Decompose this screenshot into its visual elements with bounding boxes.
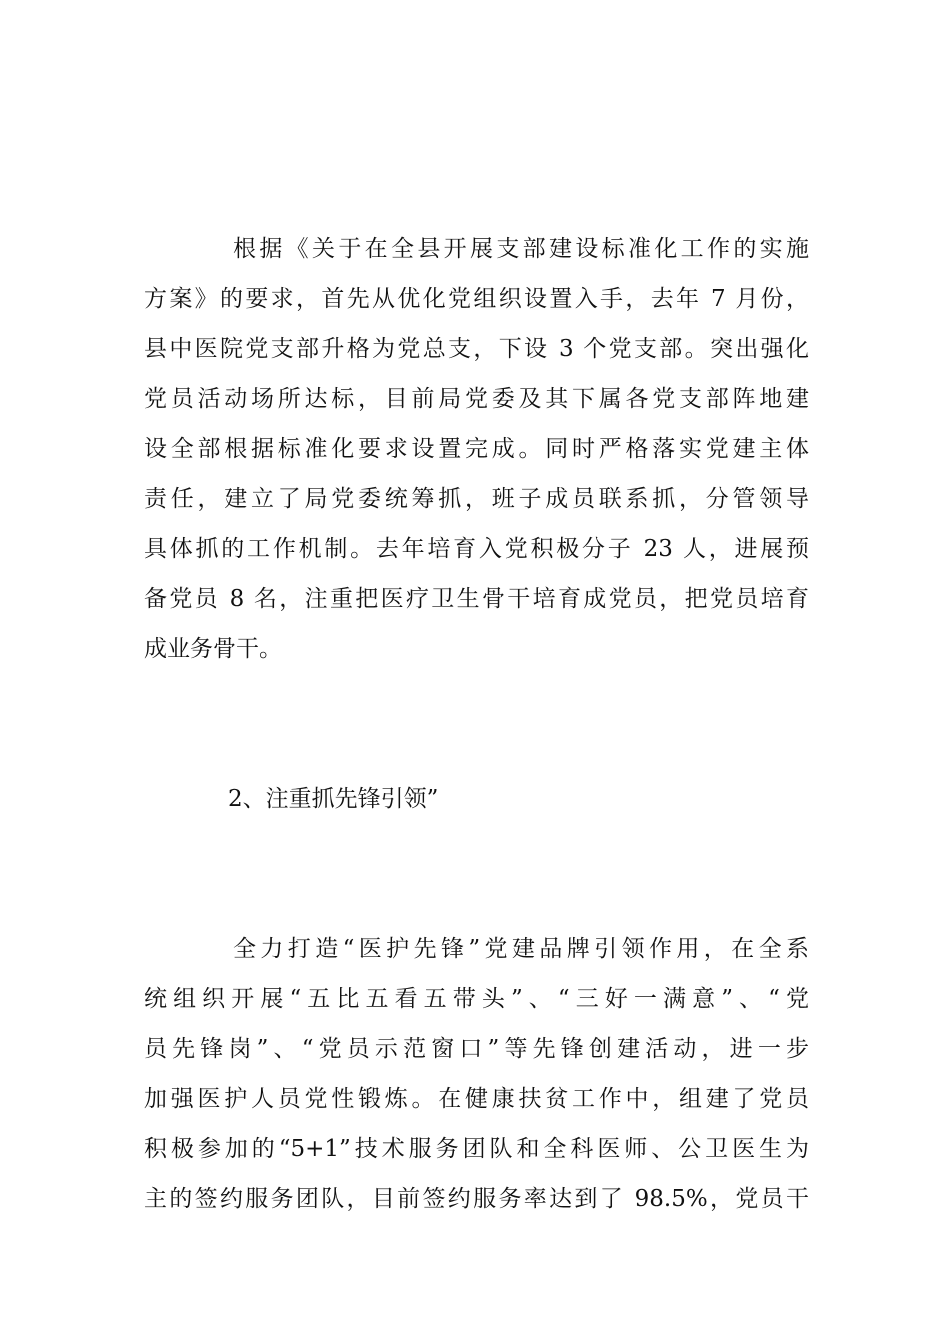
paragraph-2-line-1: 全力打造“医护先锋”党建品牌引领作用，在全系 (233, 936, 809, 962)
paragraph-1-line-8: 备党员 8 名，注重把医疗卫生骨干培育成党员，把党员培育 (144, 586, 809, 612)
paragraph-1-line-7: 具体抓的工作机制。去年培育入党积极分子 23 人，进展预 (144, 536, 809, 562)
paragraph-1-line-1: 根据《关于在全县开展支部建设标准化工作的实施 (233, 236, 809, 262)
paragraph-2-line-5: 积极参加的“5+1”技术服务团队和全科医师、公卫医生为 (144, 1136, 809, 1162)
paragraph-1-line-5: 设全部根据标准化要求设置完成。同时严格落实党建主体 (144, 436, 809, 462)
paragraph-1-line-6: 责任，建立了局党委统筹抓，班子成员联系抓，分管领导 (144, 486, 809, 512)
section-heading-2: 2、注重抓先锋引领” (228, 786, 439, 812)
paragraph-1-line-3: 县中医院党支部升格为党总支，下设 3 个党支部。突出强化 (144, 336, 809, 362)
paragraph-2-line-6: 主的签约服务团队，目前签约服务率达到了 98.5%，党员干 (144, 1186, 809, 1212)
paragraph-1-line-9: 成业务骨干。 (144, 636, 282, 662)
paragraph-2-line-3: 员先锋岗”、“党员示范窗口”等先锋创建活动，进一步 (144, 1036, 809, 1062)
paragraph-2-line-2: 统组织开展“五比五看五带头”、“三好一满意”、“党 (144, 986, 809, 1012)
paragraph-1-line-2: 方案》的要求，首先从优化党组织设置入手，去年 7 月份， (144, 286, 809, 312)
paragraph-2-line-4: 加强医护人员党性锻炼。在健康扶贫工作中，组建了党员 (144, 1086, 809, 1112)
paragraph-1-line-4: 党员活动场所达标，目前局党委及其下属各党支部阵地建 (144, 386, 809, 412)
